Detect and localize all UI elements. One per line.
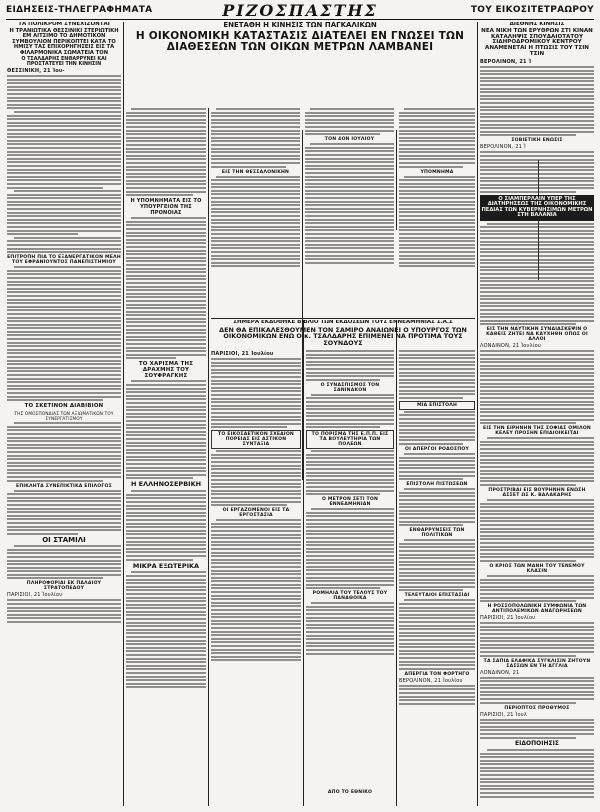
center-sub-6: Ο ΜΕΤΡΟΝ ΣΕΤΙ ΤΟΝ ΕΝΝΕΑΜΗΝΙΑΝ bbox=[321, 497, 379, 508]
right-text-3 bbox=[480, 223, 594, 326]
col1-section-5: ΟΙ ΣΤΑΜΙΛΙ bbox=[42, 535, 86, 544]
right-dateline-5: ΛΟΝΔΙΝΟΝ, 21 bbox=[480, 669, 520, 676]
right-sub-7: ΤΑ ΣΑΠΙΑ ΕΛΑΦΙΚΑ ΣΥΓΚΛΙΣΙΝ ΖΗΤΟΥΝ ΣΑΣΣΩΝ ΕΝ ΤΗ ΑΓΓΛΙΑ bbox=[483, 658, 591, 669]
masthead-right-label: ΤΟΥ ΕΙΚΟΣΙΤΕΤΡΑΩΡΟΥ bbox=[470, 5, 594, 15]
center-lower-a-text bbox=[211, 358, 301, 428]
center-lower-b-text-2 bbox=[306, 394, 394, 428]
col1-article-text bbox=[7, 75, 121, 253]
col2-lead-text bbox=[126, 108, 206, 196]
right-text-5 bbox=[480, 437, 594, 486]
col1-section-3-text bbox=[7, 422, 121, 482]
right-dateline-6: ΠΑΡΙΣΙΟΙ, 21 Ἰουλ bbox=[480, 711, 528, 718]
right-sub-5: Ο ΚΡΙΟΣ ΤΩΝ ΜΑΝΗ ΤΟΥ ΤΕΝΕΜΟΥ ΚΛΑΣΙΝ bbox=[489, 564, 585, 574]
right-kicker: ΔΙΕΘΝΗΣ ΚΙΝΗΣΙΣ bbox=[509, 22, 565, 27]
col1-headline-2: Ο ΤΣΑΛΔΑΡΗΣ ΕΝΘΑΡΡΥΝΕΙ ΚΑΙ ΠΡΟΣΤΑΤΕΥΕΙ ΤΗΝ ΚΙΝΗΣΙΝ bbox=[21, 57, 107, 68]
center-box-1: ΤΟ ΕΙΚΟΣΑΕΤΙΚΟΝ ΣΧΕΔΙΟΝ ΠΟΡΕΙΑΣ ΕΙΣ ΑΣΤΙΚΟΝ ΣΥΝΤΑΞΙΑ bbox=[211, 430, 301, 449]
right-text-2 bbox=[480, 151, 594, 193]
center-lower-b-text-3 bbox=[306, 450, 394, 495]
right-text-11 bbox=[480, 749, 594, 798]
col2-text-4 bbox=[126, 571, 206, 688]
col1-section-4: ΕΠΙΚΛΗΤΑ ΣΥΝΕΠΙΚΤΙΚΑ ΕΠΙΛΟΓΟΣ bbox=[16, 483, 112, 489]
center-banner bbox=[211, 320, 475, 348]
center-lower-b bbox=[306, 350, 394, 806]
col2-headline: Η ΥΠΟΜΝΗΜΑΤΑ ΕΙΣ ΤΟ ΥΠΟΥΡΓΕΙΟΝ ΤΗΣ ΠΡΟΝΟΙΑΣ bbox=[130, 198, 202, 217]
center-col-c bbox=[399, 108, 475, 318]
center-col-a bbox=[211, 108, 300, 318]
center-col-b bbox=[305, 108, 394, 318]
center-sub-10: ΤΕΛΕΥΤΑΙΟΙ ΕΠΙΣΤΑΣΙΑΙ bbox=[404, 593, 470, 599]
center-box-3: ΜΙΑ ΕΠΙΣΤΟΛΗ bbox=[399, 401, 475, 410]
center-dateline: ΠΑΡΙΣΙΟΙ, 21 Ἰουλίου bbox=[211, 351, 274, 357]
right-sub-2: ΕΙΣ ΤΗΝ ΝΑΥΤΙΚΗΝ ΣΥΝΔΙΑΣΚΕΨΙΝ Ο ΚΑΘΕΙΣ ΖΗΤΕΙ ΝΑ ΚΑΥΧΗΘΗ ΟΠΩΣ ΟΙ ΑΛΛΟΙ bbox=[486, 327, 588, 343]
right-sub-8: ΠΕΡΙΟΠΤΟΣ ΠΡΟΘΥΜΟΣ bbox=[504, 705, 570, 711]
col1-section-4-text bbox=[7, 490, 121, 535]
right-dateline-3: ΛΟΝΔΙΝΟΝ, 21 Ἰουλίου bbox=[480, 343, 541, 350]
center-sub-3: ΥΠΟΜΝΗΜΑ bbox=[420, 169, 454, 175]
center-headline-2: ΔΕΝ ΘΑ ΕΠΙΚΑΛΕΣΘΟΥΜΕΝ ΤΟΝ ΣΑΜΙΡΟ ΑΝΑΙΩΝΕΙ Ο ΥΠΟΥΡΓΟΣ ΤΩΝ ΟΙΚΟΝΟΜΙΚΩΝ ΕΝΩ Ο κ. ΤΣΑΛΔΑΡΗΣ ΕΠΙΜΕΝΕΙ ΝΑ ΠΡΟΤΙΜΑ ΤΟΥΣ ΣΟΥΝΔΟΥΣ bbox=[219, 325, 467, 348]
right-sub-9: ΕΙΔΟΠΟΙΗΣΙΣ bbox=[515, 739, 559, 747]
right-sub-1: ΣΟΒΙΕΤΙΚΗ ΕΝΩΣΙΣ bbox=[511, 138, 563, 144]
col2-text-3 bbox=[126, 490, 206, 560]
masthead bbox=[6, 2, 594, 20]
center-extra bbox=[306, 788, 394, 804]
center-sub-5: ΟΙ ΕΡΓΑΖΟΜΕΝΟΙ ΕΙΣ ΤΑ ΕΡΓΟΣΤΑΣΙΑ bbox=[222, 508, 290, 519]
center-lower-c-text-2 bbox=[399, 411, 475, 445]
center-headline: Η ΟΙΚΟΝΟΜΙΚΗ ΚΑΤΑΣΤΑΣΙΣ ΔΙΑΤΕΛΕΙ ΕΝ ΓΝΩΣΕΙ ΤΩΝ ΔΙΑΘΕΣΕΩΝ ΤΩΝ ΟΙΚΩΝ ΜΕΤΡΩΝ ΛΑΜΒΑΝΕΙ bbox=[135, 30, 465, 54]
center-dateline-2: ΒΕΡΟΛΙΝΟΝ, 21 Ἰουλίου bbox=[399, 677, 463, 684]
col1-section-3: ΤΟ ΣΚΕΤΙΝΟΝ ΔΙΑΒΙΒΙΟΝ bbox=[24, 403, 104, 410]
column-rule bbox=[396, 320, 397, 806]
col1-section-6: ΠΛΗΡΟΦΟΡΙΑΙ ΕΚ ΠΑΛΑΙΟΥ ΣΤΡΑΤΟΠΕΔΟΥ bbox=[26, 581, 102, 592]
col1-section-6-text bbox=[7, 599, 121, 623]
center-top-label: ΕΝΕΤΑΘΗ Η ΚΙΝΗΣΙΣ ΤΩΝ ΠΑΓΚΑΛΙΚΩΝ bbox=[223, 22, 377, 29]
col2-section-3: Η ΕΛΛΗΝΟΣΕΡΒΙΚΗ bbox=[130, 480, 202, 489]
center-lower-b-text bbox=[306, 350, 394, 381]
center-lower-b-text-5 bbox=[306, 602, 394, 654]
center-lower-c-text-5 bbox=[399, 539, 475, 591]
center-lower-c-text-6 bbox=[399, 599, 475, 669]
col1-headline: Η ΤΡΑΝΙΩΤΙΚΑ ΘΕΣΣΙΝΙΚΙ ΣΤΕΡΙΩΤΙΚΗ ΕΜ ΑΙΤΣΙΜΟ ΤΟ ΔΗΜΟΤΙΚΟΝ ΣΥΜΒΟΥΛΙΟΝ ΠΕΡΙΚΟΠΤΕΙ ΚΑΤΑ ΤΟ ΗΜΙΣΥ ΤΑΣ ΕΠΙΧΟΡΗΓΗΣΕΙΣ ΕΙΣ ΤΑ ΦΙΛΑΡΜΟΝΙΚΑ ΣΩΜΑΤΕΙΑ ΤΟΝ bbox=[9, 27, 119, 56]
center-lower-a-text-3 bbox=[211, 519, 301, 661]
center-banner-title: ΣΗΜΕΡΑ ΕΚΔΟΘΗΚΕ ΒΙΒΛΙΟ ΤΩΝ ΕΚΔΟΣΕΩΝ ΤΟΥΣ ΕΝΝΕΑΜΗΝΙΑΣ Σ.Α.Σ bbox=[233, 320, 453, 325]
col1-section-5-text bbox=[7, 545, 121, 579]
right-dateline-4: ΠΑΡΙΣΙΟΙ, 21 Ἰουλίου bbox=[480, 615, 536, 622]
center-sub-12: ΡΟΜΗΛΙΑ ΤΟΥ ΤΕΛΟΥΣ ΤΟΥ ΠΑΝΑΘΟΙΚΑ bbox=[312, 591, 388, 602]
center-sub-13: ΑΠΕΡΓΙΑ ΤΟΝ ΦΟΡΤΗΓΟ bbox=[404, 671, 470, 677]
right-text-7 bbox=[480, 575, 594, 602]
col1-dateline: ΘΕΣΣΙΝΙΚΗ, 21 Ἰου- bbox=[7, 68, 65, 75]
center-lower-c-text-4 bbox=[399, 488, 475, 526]
right-dateline: ΒΕΡΟΛΙΝΟΝ, 21 Ἰ bbox=[480, 59, 532, 66]
col2-text-1 bbox=[126, 217, 206, 359]
right-text-1 bbox=[480, 66, 594, 136]
center-sub-11: ΑΠΟ ΤΟ ΕΘΝΙΚΟ bbox=[327, 790, 373, 795]
center-sub-7: ΟΙ ΑΠΕΡΓΟΙ ΡΟΔΟΣΠΟΥ bbox=[404, 447, 469, 453]
center-box-2: ΤΟ ΠΟΡΙΣΜΑ ΤΗΣ Ε.Π.Π. ΕΙΣ ΤΑ ΒΟΥΛΕΥΤΗΡΙΑ ΤΩΝ ΠΟΛΕΩΝ bbox=[306, 430, 394, 449]
column-rule bbox=[477, 22, 478, 806]
center-lower-b-text-4 bbox=[306, 508, 394, 589]
col1-section-2-text bbox=[7, 266, 121, 401]
center-sub-8: ΕΠΙΣΤΟΛΗ ΠΙΣΤΩΣΕΩΝ bbox=[406, 482, 468, 488]
column-2 bbox=[126, 108, 206, 806]
right-text-10 bbox=[480, 719, 594, 739]
center-sub-1: ΕΙΣ ΤΗΝ ΘΕΣΣΑΛΟΝΙΚΗΝ bbox=[221, 169, 290, 175]
col2-text-2 bbox=[126, 380, 206, 479]
column-rule bbox=[208, 108, 209, 806]
banner-rule bbox=[211, 318, 475, 319]
masthead-left-label: ΕΙΔΗΣΕΙΣ-ΤΗΛΕΓΡΑΦΗΜΑΤΑ bbox=[6, 5, 153, 15]
center-sub-4: Ο ΣΥΝΑΣΠΙΣΜΟΣ ΤΟΝ ΣΑΝΙΝΑΚΟΝ bbox=[320, 382, 380, 393]
center-lower-a-text-2 bbox=[211, 450, 301, 506]
center-sub-2: ΤΟΝ 4ΟΝ ΙΟΥΛΙΟΥ bbox=[324, 137, 375, 143]
right-sub-3: ΕΙΣ ΤΗΝ ΕΙΡΗΝΗΝ ΤΗΣ ΣΟΦΙΑΣ ΟΜΙΛΟΝ ΚΕΛΕΥ ΠΡΟΣΗΝ ΕΠΙΔΙΟΙΚΕΙΤΑΙ bbox=[483, 426, 591, 437]
col1-dateline-2: ΠΑΡΙΣΙΟΙ, 21 Ἰουλίου bbox=[7, 592, 63, 599]
masthead-title: ΡΙΖΟΣΠΑΣΤΗΣ bbox=[222, 1, 378, 20]
col1-section-3-sub: ΤΗΣ ΟΜΟΣΠΟΝΔΙΑΣ ΤΩΝ ΑΞΙΩΜΑΤΙΚΩΝ ΤΟΥ ΣΥΝΕΡΓΑΤΙΣΜΟΥ bbox=[14, 411, 114, 422]
col2-section-2: ΤΟ ΧΑΡΙΣΜΑ ΤΗΣ ΔΡΑΧΜΗΣ ΤΟΥ ΣΟΥΦΡΑΓΚΗΣ bbox=[138, 361, 194, 380]
right-dateline-2: ΒΕΡΟΛΙΝΟΝ, 21 Ἰ bbox=[480, 144, 526, 151]
right-headline: ΝΕΑ ΝΙΚΗ ΤΩΝ ΕΡΥΘΡΩΝ ΣΤΙ ΚΙΝΑΝ ΚΑΤΑΛΗΨΙΣ ΣΠΟΥΔΑΙΟΤΑΤΟΥ ΣΙΔΗΡΟΔΡΟΜΙΚΟΥ ΚΕΝΤΡΟΥ ΑΝΑΜΕΝΕΤΑΙ Η ΠΤΩΣΙΣ ΤΟΥ ΤΣΙΝ ΤΣΙΝ bbox=[481, 27, 593, 58]
center-lower-c-text-3 bbox=[399, 453, 475, 480]
center-col-c-text bbox=[399, 108, 475, 168]
center-col-a-text-2 bbox=[211, 176, 300, 268]
center-col-b-text bbox=[305, 108, 394, 135]
column-1 bbox=[7, 22, 121, 806]
right-column bbox=[480, 22, 594, 806]
right-sub-4: ΠΡΟΣΤΡΙΒΑΙ ΕΙΣ ΒΟΥΡΗΝΗΝ ΕΝΩΣΗ ΑΣΣΕΤ ΩΣ Κ. ΒΑΛΑΚΑΡΗΣ bbox=[488, 487, 586, 498]
col1-kicker: ΤΑ ΠΟΛΙΚΡΟΜ ΣΥΝΕΧΙΖΟΝΤΑΙ bbox=[18, 22, 110, 27]
column-rule bbox=[123, 22, 124, 806]
right-banner: Ο ΣΙΑΜΠΕΡΛΑΙΝ ΥΠΕΡ ΤΗΣ ΔΙΑΤΗΡΗΣΕΩΣ ΤΗΣ ΟΙΚΟΝΟΜΙΚΗΣ ΠΕΔΙΑΣ ΤΩΝ ΚΥΒΕΡΝΗΣΙΜΩΝ ΜΕΤΡΩΝ ΣΤΗ ΒΑΛΑΝΙΑ bbox=[480, 195, 594, 221]
right-text-9 bbox=[480, 677, 594, 704]
center-lower-a bbox=[211, 350, 301, 806]
center-col-a-text bbox=[211, 108, 300, 168]
column-rule bbox=[396, 130, 397, 230]
col1-section-2: ΕΠΙΤΡΟΠΗ ΠΙΑ ΤΟ ΕΞΑΝΕΡΓΑΤΙΚΟΝ ΜΕΛΗ ΤΟΥ ΕΦΡΑΝΙΟΥΝΤΟΣ ΠΑΝΕΠΙΣΤΗΜΙΟΥ bbox=[7, 255, 121, 266]
right-sub-6: Η ΡΟΣΣΟΠΟΛΩΝΙΚΗ ΣΥΜΦΩΝΙΑ ΤΩΝ ΑΝΤΙΠΟΛΕΜΙΚΩΝ ΑΝΑΓΩΡΗΣΕΩΝ bbox=[487, 604, 587, 615]
col2-section-4: ΜΙΚΡΑ ΕΞΩΤΕΡΙΚΑ bbox=[132, 561, 200, 570]
center-lower-c bbox=[399, 350, 475, 806]
center-lower-c-text bbox=[399, 350, 475, 399]
column-rule bbox=[303, 320, 304, 806]
center-header bbox=[126, 22, 474, 106]
center-sub-9: ΕΝΘΑΡΡΥΝΣΕΙΣ ΤΩΝ ΠΟΛΙΤΙΚΩΝ bbox=[409, 528, 465, 539]
center-col-c-text-2 bbox=[399, 176, 475, 268]
center-col-b-text-2 bbox=[305, 143, 394, 264]
right-text-4 bbox=[480, 350, 594, 424]
right-text-8 bbox=[480, 622, 594, 656]
right-text-6 bbox=[480, 499, 594, 562]
center-lower-c-text-7 bbox=[399, 685, 475, 705]
